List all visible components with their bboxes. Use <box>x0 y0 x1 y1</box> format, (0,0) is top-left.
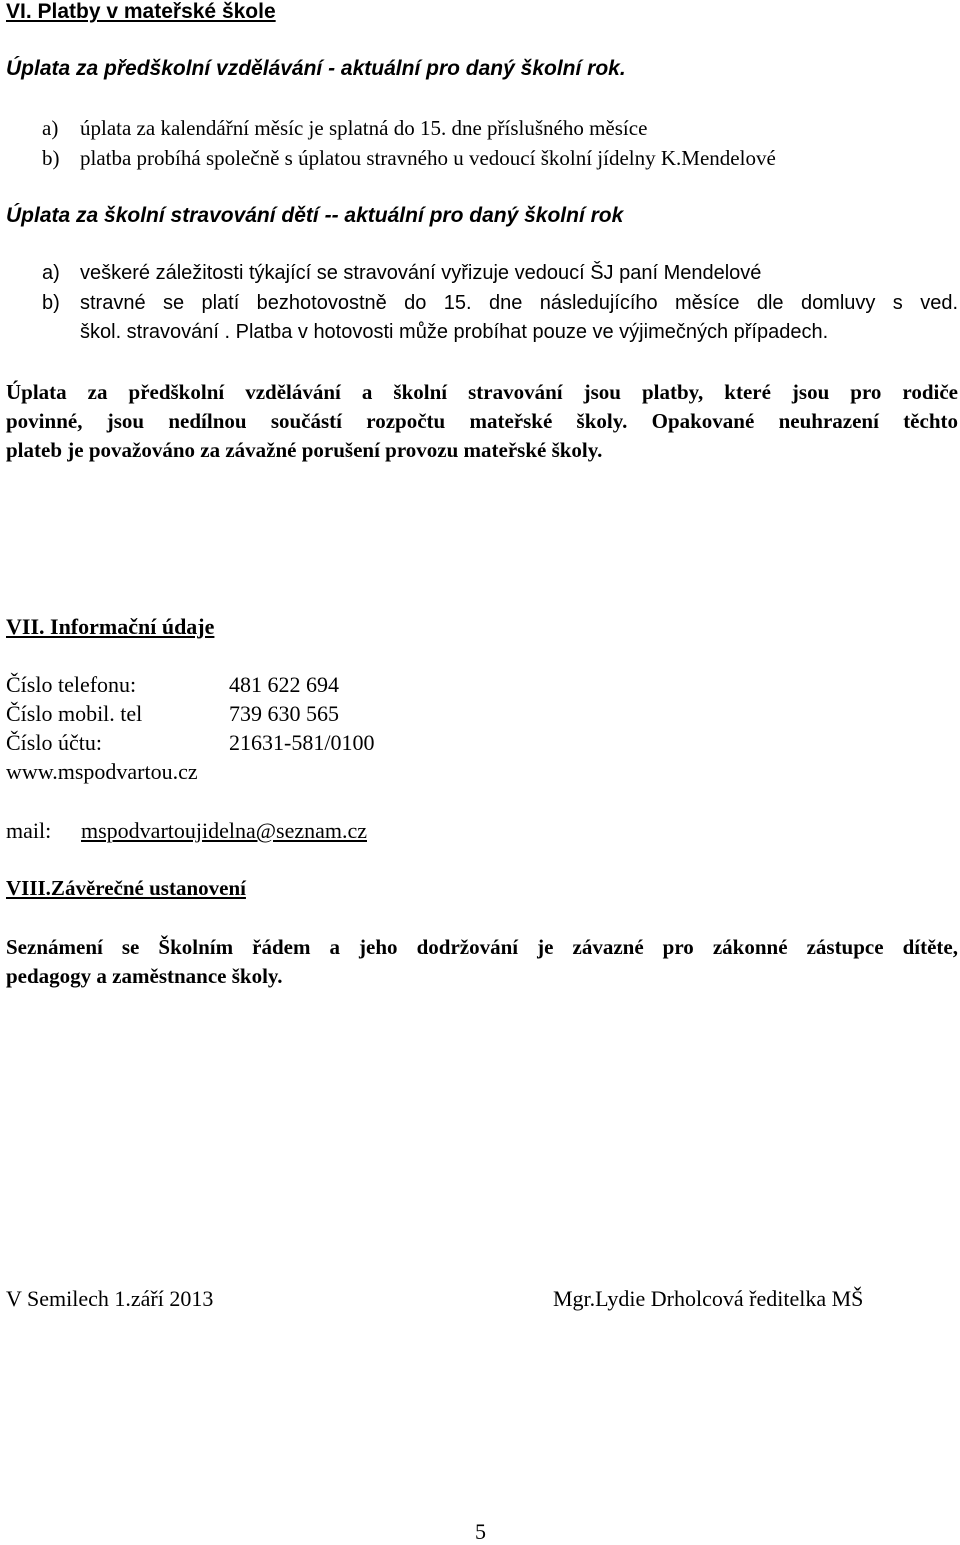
meals-heading: Úplata za školní stravování dětí -- aktuální pro daný školní rok <box>6 204 624 227</box>
fee-item-a-marker: a) <box>42 116 59 140</box>
notice-line-1: Úplata za předškolní vzdělávání a školní stravování jsou platby, které jsou pro rodiče <box>6 380 958 404</box>
signature: Mgr.Lydie Drholcová ředitelka MŠ <box>553 1286 864 1311</box>
meals-item-b-line2: škol. stravování . Platba v hotovosti může probíhat pouze ve výjimečných případech. <box>80 321 829 343</box>
fee-item-b-marker: b) <box>42 146 60 170</box>
place-date: V Semilech 1.září 2013 <box>6 1286 214 1311</box>
closing-line-2: pedagogy a zaměstnance školy. <box>6 964 283 988</box>
fee-item-a-text: úplata za kalendářní měsíc je splatná do 15. dne příslušného měsíce <box>80 116 648 140</box>
fee-item-b-text: platba probíhá společně s úplatou stravného u vedoucí školní jídelny K.Mendelové <box>80 146 776 170</box>
notice-line-3: plateb je považováno za závažné porušení provozu mateřské školy. <box>6 438 603 462</box>
website-text: www.mspodvartou.cz <box>6 759 198 784</box>
fee-heading: Úplata za předškolní vzdělávání - aktuální pro daný školní rok. <box>6 57 626 80</box>
section-6-heading: VI. Platby v mateřské škole <box>6 0 276 23</box>
meals-item-b-marker: b) <box>42 292 60 314</box>
info-value-phone: 481 622 694 <box>229 672 339 697</box>
info-value-mobile: 739 630 565 <box>229 701 339 726</box>
mail-link[interactable]: mspodvartoujidelna@seznam.cz <box>81 818 367 843</box>
info-label-mobile: Číslo mobil. tel <box>6 701 143 726</box>
meals-item-a-text: veškeré záležitosti týkající se stravování vyřizuje vedoucí ŠJ paní Mendelové <box>80 262 762 284</box>
info-value-account: 21631-581/0100 <box>229 730 375 755</box>
section-8-heading: VIII.Závěrečné ustanovení <box>6 876 246 900</box>
section-7-heading: VII. Informační údaje <box>6 614 215 639</box>
info-label-account: Číslo účtu: <box>6 730 102 755</box>
page-number: 5 <box>475 1519 486 1544</box>
mail-label: mail: <box>6 818 52 843</box>
meals-item-a-marker: a) <box>42 262 60 284</box>
closing-line-1: Seznámení se Školním řádem a jeho dodržování je závazné pro zákonné zástupce dítěte, <box>6 935 958 959</box>
info-label-phone: Číslo telefonu: <box>6 672 137 697</box>
notice-line-2: povinné, jsou nedílnou součástí rozpočtu mateřské školy. Opakované neuhrazení těchto <box>6 409 958 433</box>
meals-item-b-line1: stravné se platí bezhotovostně do 15. dne následujícího měsíce dle domluvy s ved. <box>80 292 958 314</box>
